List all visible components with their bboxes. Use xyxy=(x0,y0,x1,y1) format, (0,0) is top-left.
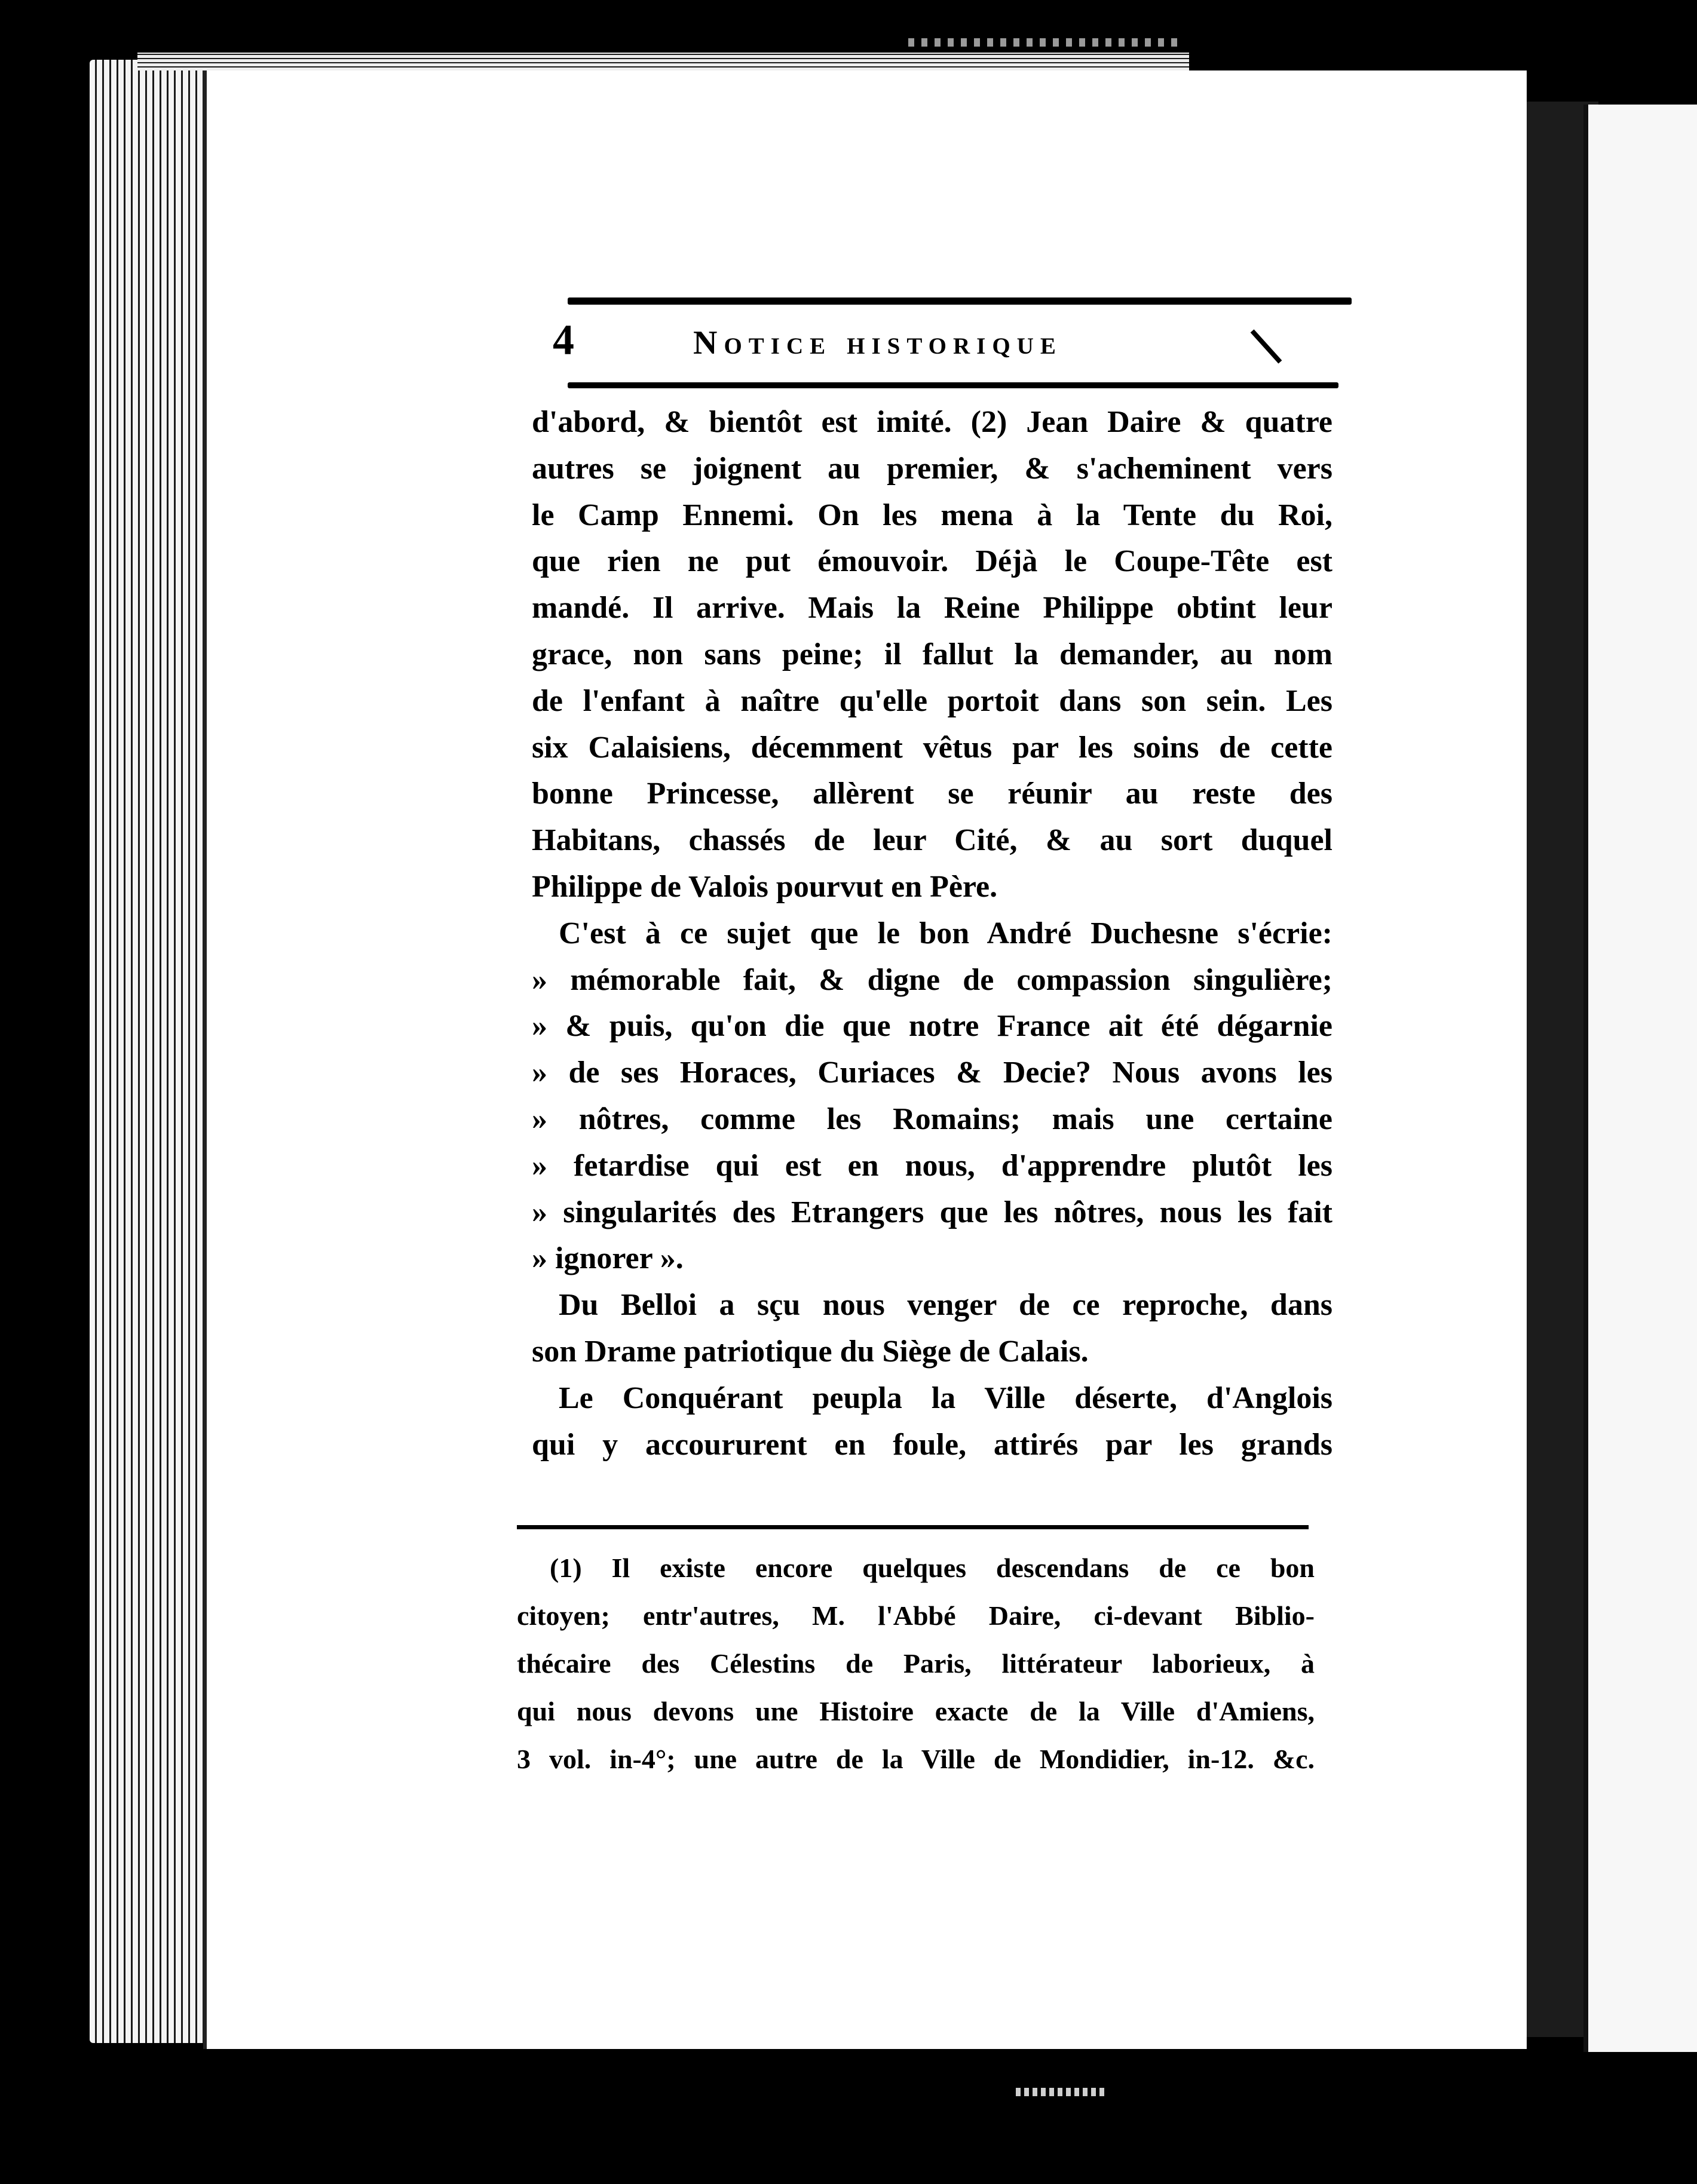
ink-mark xyxy=(1251,329,1282,363)
text-line: bonne Princesse, allèrent se réunir au reste des xyxy=(532,777,1333,811)
page-number: 4 xyxy=(553,316,574,364)
text-line: Habitans, chassés de leur Cité, & au sort duquel xyxy=(532,823,1333,858)
text-line: » singularités des Etrangers que les nôtres, nous les fait xyxy=(532,1195,1333,1229)
text-line: Du Belloi a sçu nous venger de ce reproche, dans xyxy=(559,1288,1333,1323)
footnote-line: (1) Il existe encore quelques descendans de ce bon xyxy=(550,1553,1315,1583)
text-line: que rien ne put émouvoir. Déjà le Coupe-Tête est xyxy=(532,544,1333,579)
facing-page xyxy=(1583,105,1697,2052)
text-line: son Drame patriotique du Siège de Calais. xyxy=(532,1334,1089,1369)
footnote-line: 3 vol. in-4°; une autre de la Ville de Mondidier, in-12. &c. xyxy=(517,1744,1315,1774)
book-page-edges xyxy=(90,60,215,2043)
text-line: le Camp Ennemi. On les mena à la Tente du Roi, xyxy=(532,498,1333,532)
text-line: qui y accoururent en foule, attirés par les grands xyxy=(532,1427,1333,1462)
book-top-edges xyxy=(137,53,1189,70)
header-rule-bottom xyxy=(568,382,1338,388)
footnote-line: qui nous devons une Histoire exacte de la Ville d'Amiens, xyxy=(517,1696,1315,1726)
text-line: » fetardise qui est en nous, d'apprendre plutôt les xyxy=(532,1148,1333,1183)
text-line: grace, non sans peine; il fallut la demander, au nom xyxy=(532,637,1333,671)
footnote-rule xyxy=(517,1525,1309,1529)
body-text xyxy=(532,399,1333,1468)
text-line: de l'enfant à naître qu'elle portoit dans son sein. Les xyxy=(532,683,1333,718)
footnote-line: citoyen; entr'autres, M. l'Abbé Daire, ci-devant Biblio- xyxy=(517,1600,1315,1631)
text-line: mandé. Il arrive. Mais la Reine Philippe obtint leur xyxy=(532,591,1333,625)
text-line: » de ses Horaces, Curiaces & Decie? Nous avons les xyxy=(532,1056,1333,1090)
text-line: six Calaisiens, décemment vêtus par les soins de cette xyxy=(532,730,1333,765)
text-line: » ignorer ». xyxy=(532,1241,684,1276)
text-line: d'abord, & bientôt est imité. (2) Jean Daire & quatre xyxy=(532,405,1333,439)
scan-artifact-bottom xyxy=(1016,2088,1105,2096)
running-head-title: Notice historique xyxy=(693,324,1062,361)
text-line: Le Conquérant peupla la Ville déserte, d'Anglois xyxy=(559,1381,1333,1415)
text-line: autres se joignent au premier, & s'acheminent vers xyxy=(532,451,1333,486)
text-line: » mémorable fait, & digne de compassion singulière; xyxy=(532,962,1333,997)
header-rule-top xyxy=(568,297,1352,305)
footnote-line: thécaire des Célestins de Paris, littérateur laborieux, à xyxy=(517,1648,1315,1679)
text-line: Philippe de Valois pourvut en Père. xyxy=(532,869,998,904)
text-line: » & puis, qu'on die que notre France ait été dégarnie xyxy=(532,1009,1333,1044)
text-line: C'est à ce sujet que le bon André Duchesne s'écrie: xyxy=(559,916,1333,950)
running-head xyxy=(553,311,1306,370)
footnotes xyxy=(517,1544,1315,1783)
scan-artifact-top xyxy=(908,38,1183,47)
text-line: » nôtres, comme les Romains; mais une certaine xyxy=(532,1102,1333,1136)
